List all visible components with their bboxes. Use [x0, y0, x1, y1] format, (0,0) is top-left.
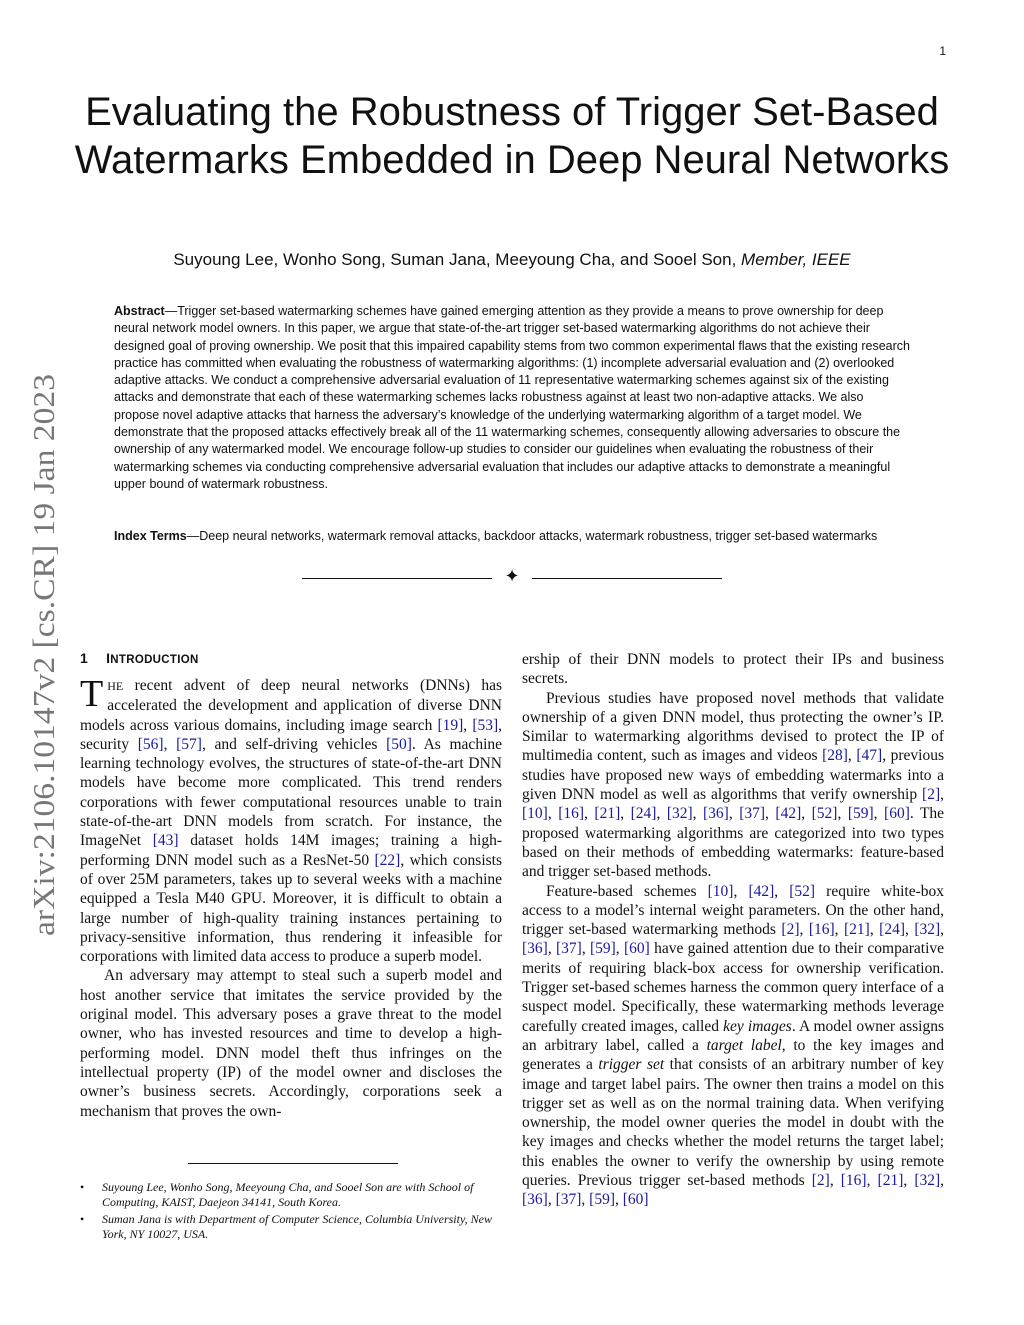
citation-link[interactable]: [37]: [739, 805, 766, 823]
abstract: [114, 303, 912, 493]
index-terms-text: —Deep neural networks, watermark removal attacks, backdoor attacks, watermark robustness, trigger set-based watermarks: [186, 529, 878, 543]
citation-link[interactable]: [43]: [152, 832, 179, 850]
section-number: 1: [80, 650, 89, 666]
section-heading: [80, 650, 502, 666]
section-title-initial: I: [106, 650, 111, 666]
citation-link[interactable]: [19]: [437, 716, 464, 734]
footnote-affiliation-columbia: • Suman Jana is with Department of Computer Science, Columbia University, New York, NY 10027, USA.: [80, 1212, 492, 1241]
citation-link[interactable]: [36]: [522, 1191, 548, 1209]
arxiv-identifier: [14, 370, 66, 940]
citation-link[interactable]: [53]: [472, 716, 499, 734]
emphasis-trigger-set: trigger set: [598, 1056, 665, 1074]
citation-link[interactable]: [32]: [914, 921, 941, 939]
citation-link[interactable]: [24]: [630, 805, 657, 823]
citation-link[interactable]: [59]: [589, 940, 616, 958]
arxiv-identifier-text: arXiv:2106.10147v2 [cs.CR] 19 Jan 2023: [26, 417, 61, 936]
citation-link[interactable]: [36]: [522, 940, 548, 958]
citation-link[interactable]: [10]: [707, 882, 734, 900]
paper-title: Evaluating the Robustness of Trigger Set-Based Watermarks Embedded in Deep Neural Networks: [74, 90, 950, 182]
citation-link[interactable]: [47]: [856, 747, 883, 765]
index-terms-label: Index Terms: [114, 529, 187, 543]
drop-cap: T: [80, 673, 104, 715]
intro-paragraph-2: An adversary may attempt to steal such a superb model and host another service that imitates the service provided by the original model. This adversary poses a grave threat to the model owner, who has invested resources and time to develop a high-performing model. DNN model theft thus infringes on the intellectual property (IP) of the model owner and discloses the owner’s business secrets. Accordingly, corporations seek a mechanism that proves the own-: [80, 967, 502, 1120]
section-title-rest: NTRODUCTION: [110, 654, 199, 666]
citation-link[interactable]: [28]: [822, 747, 848, 765]
bullet-icon: •: [80, 1180, 85, 1194]
emphasis-key-images: key images: [723, 1017, 792, 1035]
citation-link[interactable]: [50]: [386, 735, 412, 753]
page-number: 1: [939, 44, 946, 58]
abstract-text: —Trigger set-based watermarking schemes have gained emerging attention as they provide a means to prove ownership for deep neural network model owners. In this paper, we argue that state-of-the-art trigger set-based watermarking algorithms do not achieve their designed goal of proving ownership. We posit that this impaired capability stems from two common experimental flaws that the existing research practice has committed when evaluating the robustness of watermarking algorithms: (1) incomplete adversarial evaluation and (2) overlooked adaptive attacks. We conduct a comprehensive adversarial evaluation of 11 representative watermarking schemes against six of the existing attacks and demonstrate that each of these watermarking schemes lacks robustness against at least two non-adaptive attacks. We also propose novel adaptive attacks that harness the adversary’s knowledge of the underlying watermarking algorithm of a target model. We demonstrate that the proposed attacks effectively break all of the 11 watermarking schemes, consequently allowing adversaries to obscure the ownership of any watermarked model. We encourage follow-up studies to consider our guidelines when evaluating the robustness of their watermarking schemes via conducting comprehensive adversarial evaluation that includes our adaptive attacks to demonstrate a meaningful upper bound of watermark robustness.: [114, 304, 910, 491]
intro-paragraph-2-continued: ership of their DNN models to protect their IPs and business secrets.: [522, 651, 944, 688]
citation-link[interactable]: [2]: [781, 921, 800, 939]
citation-link[interactable]: [60]: [622, 1191, 649, 1209]
small-caps-start: HE: [107, 679, 124, 693]
right-column: [522, 650, 944, 1210]
citation-link[interactable]: [42]: [748, 882, 775, 900]
section-divider: [302, 566, 722, 589]
bullet-icon: •: [80, 1212, 85, 1226]
citation-link[interactable]: [16]: [558, 805, 585, 823]
intro-paragraph-4: Feature-based schemes [10], [42], [52] require white-box access to a model’s internal weight parameters. On the other hand, trigger set-based watermarking methods [2], [16], [21], [24], [32], [36], [37], [59], [60] have gained attention due to their comparative merits of requiring black-box access for ownership verification. Trigger set-based schemes harness the common query interface of a suspect model. Specifically, these watermarking methods leverage carefully created images, called key images. A model owner assigns an arbitrary label, called a target label, to the key images and generates a trigger set that consists of an arbitrary number of key image and target label pairs. The owner then trains a model on this trigger set as well as on the normal training data. When verifying ownership, the model owner queries the model in doubt with the key images and checks whether the model returns the target label; this enables the owner to verify the ownership by using remote queries. Previous trigger set-based methods [2], [16], [21], [32], [36], [37], [59], [60]: [522, 882, 945, 1209]
citation-link[interactable]: [37]: [555, 1191, 582, 1209]
citation-link[interactable]: [60]: [623, 940, 650, 958]
left-column: [80, 650, 502, 1121]
citation-link[interactable]: [24]: [879, 921, 905, 939]
citation-link[interactable]: [52]: [789, 882, 816, 900]
citation-link[interactable]: [57]: [176, 735, 202, 753]
citation-link[interactable]: [22]: [374, 851, 401, 869]
abstract-label: Abstract: [114, 304, 165, 318]
citation-link[interactable]: [16]: [840, 1172, 867, 1190]
citation-link[interactable]: [59]: [847, 805, 874, 823]
citation-link[interactable]: [21]: [877, 1172, 904, 1190]
footnote-affiliation-kaist: • Suyoung Lee, Wonho Song, Meeyoung Cha, and Sooel Son are with School of Computing, KAIST, Daejeon 34141, South Korea.: [80, 1180, 474, 1209]
citation-link[interactable]: [59]: [589, 1191, 615, 1209]
citation-link[interactable]: [21]: [844, 921, 870, 939]
index-terms: [114, 528, 912, 545]
intro-paragraph-1: THE recent advent of deep neural networks (DNNs) has accelerated the development and application of diverse DNN models across various domains, including image search [19], [53], security [56], [57], and self-driving vehicles [50]. As machine learning technology evolves, the structures of state-of-the-art DNN models have become more complicated. This trend renders corporations with fewer computational resources unable to train state-of-the-art DNN models from scratch. For instance, the ImageNet [43] dataset holds 14M images; training a high-performing DNN model such as a ResNet-50 [22], which consists of over 25M parameters, takes up to several weeks with a machine equipped a Tesla M40 GPU. Moreover, it is difficult to obtain a large number of high-quality training instances pertaining to privacy-sensitive information, thus rendering it infeasible for corporations with limited data access to produce a superb model.: [80, 673, 503, 966]
citation-link[interactable]: [37]: [555, 940, 582, 958]
intro-paragraph-3: Previous studies have proposed novel methods that validate ownership of a given DNN model, thus protecting the owner’s IP. Similar to watermarking algorithms devised to protect the IP of multimedia content, such as images and videos [28], [47], previous studies have proposed new ways of embedding watermarks into a given DNN model as well as algorithms that verify ownership [2], [10], [16], [21], [24], [32], [36], [37], [42], [52], [59], [60]. The proposed watermarking algorithms are categorized into two types based on their methods of embedding watermarks: feature-based and trigger set-based methods.: [522, 689, 945, 881]
author-list: [60, 250, 964, 270]
citation-link[interactable]: [32]: [666, 805, 693, 823]
citation-link[interactable]: [32]: [914, 1172, 941, 1190]
divider-star-icon: ✦: [504, 566, 520, 586]
author-names: Suyoung Lee, Wonho Song, Suman Jana, Meeyoung Cha, and Sooel Son,: [173, 250, 737, 269]
citation-link[interactable]: [42]: [775, 805, 802, 823]
citation-link[interactable]: [16]: [808, 921, 835, 939]
citation-link[interactable]: [52]: [811, 805, 838, 823]
citation-link[interactable]: [21]: [594, 805, 621, 823]
citation-link[interactable]: [2]: [922, 786, 941, 804]
citation-link[interactable]: [36]: [703, 805, 729, 823]
citation-link[interactable]: [2]: [811, 1172, 830, 1190]
citation-link[interactable]: [56]: [137, 735, 164, 753]
author-membership: Member, IEEE: [741, 250, 851, 269]
divider-line-right: [532, 578, 722, 579]
footnotes: [80, 1163, 502, 1244]
emphasis-target-label: target label: [706, 1036, 782, 1054]
divider-line-left: [302, 578, 492, 579]
footnote-rule: [188, 1163, 398, 1164]
citation-link[interactable]: [10]: [522, 805, 548, 823]
citation-link[interactable]: [60]: [884, 805, 910, 823]
